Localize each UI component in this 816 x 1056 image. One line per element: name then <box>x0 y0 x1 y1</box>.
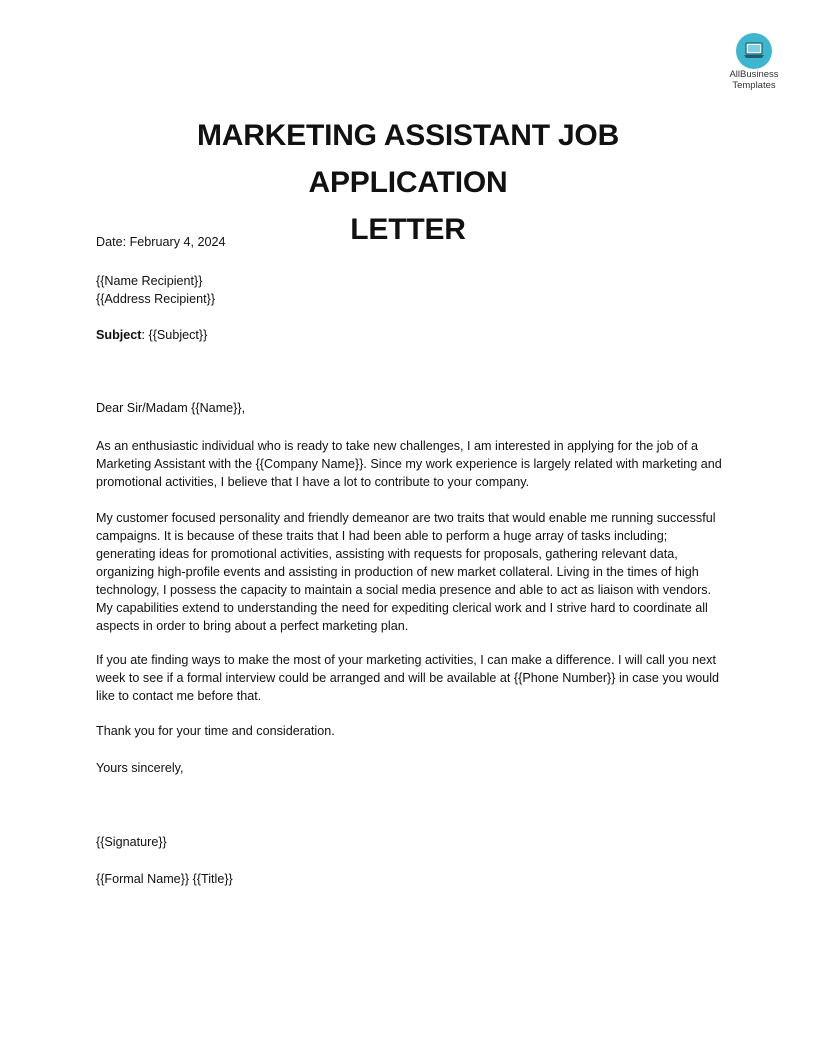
subject-value: : {{Subject}} <box>141 328 208 342</box>
signature-placeholder: {{Signature}} <box>96 835 167 849</box>
subject-label: Subject <box>96 328 142 342</box>
salutation: Dear Sir/Madam {{Name}}, <box>96 401 246 415</box>
laptop-icon <box>736 33 772 69</box>
paragraph-3: If you ate finding ways to make the most of your marketing activities, I can make a difference. I will call you next week to see if a formal interview could be arranged and will be available at {{Phone Number}} in case you would like to contact me before that. <box>96 653 720 703</box>
letter-title <box>96 112 720 253</box>
thanks-line: Thank you for your time and consideration. <box>96 724 335 738</box>
title-line2: LETTER <box>350 213 466 246</box>
formal-name-title: {{Formal Name}} {{Title}} <box>96 872 233 886</box>
paragraph-2: My customer focused personality and friendly demeanor are two traits that would enable me running successful campaigns. It is because of these traits that I had been able to perform a huge array of tasks including; generating ideas for promotional activities, assisting with requests for proposals, gathering relevant data, organizing high-profile events and assisting in production of new market collateral. Living in the times of high technology, I possess the capacity to maintain a social media presence and able to act as liaison with vendors. My capabilities extend to understanding the need for expediting clerical work and I strive hard to coordinate all aspects in order to bring about a perfect marketing plan. <box>96 511 716 633</box>
logo-text-line2: Templates <box>732 80 776 91</box>
paragraph-1: As an enthusiastic individual who is ready to take new challenges, I am interested in applying for the job of a Marketing Assistant with the {{Company Name}}. Since my work experience is largely related with marketing and promotional activities, I believe that I have a lot to contribute to your company. <box>96 439 722 489</box>
closing: Yours sincerely, <box>96 761 184 775</box>
subject-line <box>96 326 722 344</box>
title-line1: MARKETING ASSISTANT JOB APPLICATION <box>196 119 620 199</box>
recipient-name: {{Name Recipient}} <box>96 274 203 288</box>
logo-text-line1: AllBusiness <box>729 69 779 80</box>
allbusiness-templates-logo <box>722 33 786 91</box>
letter-date: Date: February 4, 2024 <box>96 235 226 249</box>
recipient-address: {{Address Recipient}} <box>96 292 216 306</box>
